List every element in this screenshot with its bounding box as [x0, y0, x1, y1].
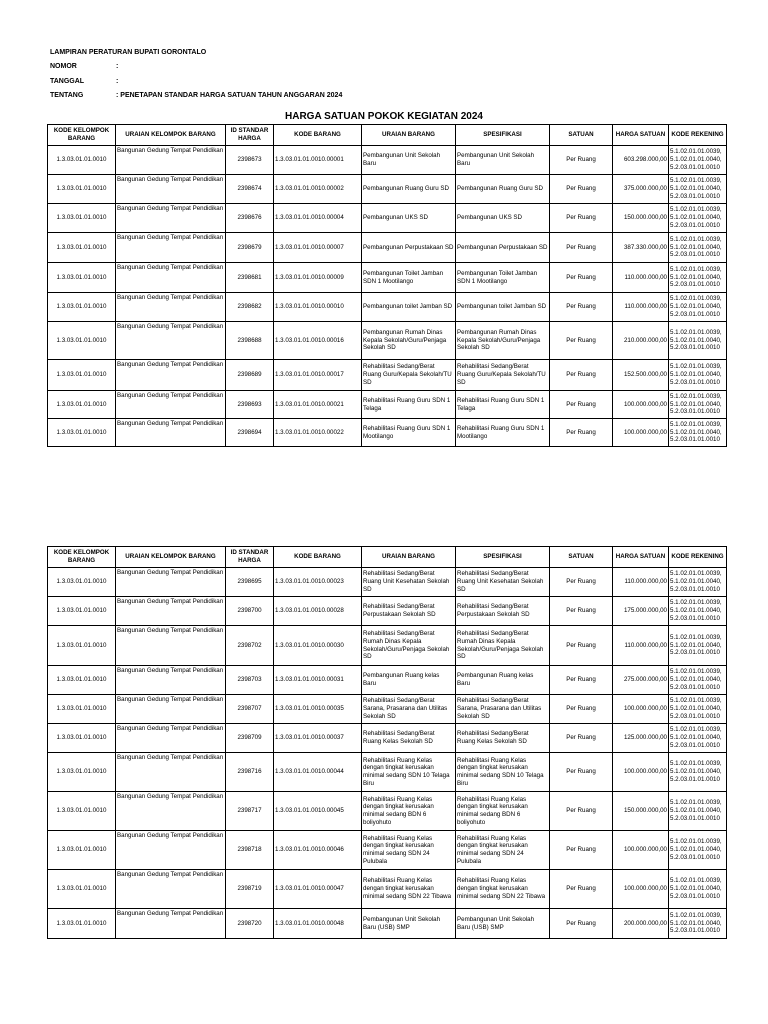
uraian-barang-cell: Pembangunan Rumah Dinas Kepala Sekolah/Guru/Penjaga Sekolah SD [362, 322, 456, 360]
kode-rekening-cell: 5.1.02.01.01.0039, 5.1.02.01.01.0040, 5.2.03.01.01.0010 [669, 263, 727, 293]
kode-barang-cell: 1.3.03.01.01.0010.00022 [274, 419, 362, 447]
uraian-barang-cell: Pembangunan Ruang Guru SD [362, 175, 456, 204]
kode-kelompok-cell: 1.3.03.01.01.0010 [48, 831, 116, 870]
kode-barang-cell: 1.3.03.01.01.0010.00016 [274, 322, 362, 360]
tentang-line [50, 89, 342, 104]
spesifikasi-cell: Rehabilitasi Sedang/Berat Sarana, Prasarana dan Utilitas Sekolah SD [456, 695, 550, 724]
kode-kelompok-cell: 1.3.03.01.01.0010 [48, 597, 116, 626]
satuan-cell: Per Ruang [550, 626, 613, 666]
tanggal-value: : [116, 77, 119, 85]
uraian-barang-cell: Rehabilitasi Ruang Kelas dengan tingkat kerusakan minimal sedang SDN 10 Telaga Biru [362, 753, 456, 792]
uraian-kelompok-cell: Bangunan Gedung Tempat Pendidikan [116, 753, 226, 792]
uraian-kelompok-cell: Bangunan Gedung Tempat Pendidikan [116, 568, 226, 597]
kode-barang-cell: 1.3.03.01.01.0010.00004 [274, 204, 362, 233]
table-row [48, 626, 727, 666]
kode-kelompok-cell: 1.3.03.01.01.0010 [48, 568, 116, 597]
col-kode-rekening: KODE REKENING [669, 547, 727, 568]
uraian-barang-cell: Rehabilitasi Ruang Kelas dengan tingkat kerusakan minimal sedang SDN 22 Tibawa [362, 870, 456, 909]
kode-barang-cell: 1.3.03.01.01.0010.00046 [274, 831, 362, 870]
harga-satuan-cell: 110.000.000,00 [613, 626, 669, 666]
kode-rekening-cell: 5.1.02.01.01.0039, 5.1.02.01.01.0040, 5.2.03.01.01.0010 [669, 870, 727, 909]
kode-barang-cell: 1.3.03.01.01.0010.00023 [274, 568, 362, 597]
price-table-1 [47, 124, 727, 447]
harga-satuan-cell: 603.298.000,00 [613, 146, 669, 175]
id-standar-cell: 2398674 [226, 175, 274, 204]
kode-barang-cell: 1.3.03.01.01.0010.00035 [274, 695, 362, 724]
col-uraian-kelompok: URAIAN KELOMPOK BARANG [116, 125, 226, 146]
spesifikasi-cell: Pembangunan Ruang Guru SD [456, 175, 550, 204]
spesifikasi-cell: Rehabilitasi Sedang/Berat Ruang Unit Kesehatan Sekolah SD [456, 568, 550, 597]
id-standar-cell: 2398689 [226, 360, 274, 391]
uraian-kelompok-cell: Bangunan Gedung Tempat Pendidikan [116, 391, 226, 419]
kode-rekening-cell: 5.1.02.01.01.0039, 5.1.02.01.01.0040, 5.2.03.01.01.0010 [669, 831, 727, 870]
col-kode-barang: KODE BARANG [274, 125, 362, 146]
spesifikasi-cell: Pembangunan Unit Sekolah Baru (USB) SMP [456, 909, 550, 939]
satuan-cell: Per Ruang [550, 724, 613, 753]
kode-barang-cell: 1.3.03.01.01.0010.00017 [274, 360, 362, 391]
harga-satuan-cell: 110.000.000,00 [613, 293, 669, 322]
nomor-line [50, 60, 342, 75]
satuan-cell: Per Ruang [550, 391, 613, 419]
kode-rekening-cell: 5.1.02.01.01.0039, 5.1.02.01.01.0040, 5.2.03.01.01.0010 [669, 753, 727, 792]
kode-barang-cell: 1.3.03.01.01.0010.00037 [274, 724, 362, 753]
satuan-cell: Per Ruang [550, 419, 613, 447]
kode-rekening-cell: 5.1.02.01.01.0039, 5.1.02.01.01.0040, 5.2.03.01.01.0010 [669, 724, 727, 753]
kode-rekening-cell: 5.1.02.01.01.0039, 5.1.02.01.01.0040, 5.2.03.01.01.0010 [669, 695, 727, 724]
table-row [48, 568, 727, 597]
kode-rekening-cell: 5.1.02.01.01.0039, 5.1.02.01.01.0040, 5.2.03.01.01.0010 [669, 666, 727, 695]
uraian-barang-cell: Rehabilitasi Sedang/Berat Ruang Kelas Sekolah SD [362, 724, 456, 753]
spesifikasi-cell: Pembangunan UKS SD [456, 204, 550, 233]
lampiran-line [50, 45, 342, 60]
kode-barang-cell: 1.3.03.01.01.0010.00031 [274, 666, 362, 695]
kode-rekening-cell: 5.1.02.01.01.0039, 5.1.02.01.01.0040, 5.2.03.01.01.0010 [669, 175, 727, 204]
satuan-cell: Per Ruang [550, 695, 613, 724]
kode-kelompok-cell: 1.3.03.01.01.0010 [48, 360, 116, 391]
tentang-value: : PENETAPAN STANDAR HARGA SATUAN TAHUN ANGGARAN 2024 [116, 92, 343, 100]
kode-kelompok-cell: 1.3.03.01.01.0010 [48, 204, 116, 233]
table-row [48, 175, 727, 204]
uraian-kelompok-cell: Bangunan Gedung Tempat Pendidikan [116, 293, 226, 322]
table-header-row [48, 547, 727, 568]
kode-kelompok-cell: 1.3.03.01.01.0010 [48, 909, 116, 939]
kode-kelompok-cell: 1.3.03.01.01.0010 [48, 626, 116, 666]
spesifikasi-cell: Pembangunan Perpustakaan SD [456, 233, 550, 263]
harga-satuan-cell: 100.000.000,00 [613, 753, 669, 792]
id-standar-cell: 2398717 [226, 792, 274, 831]
col-harga-satuan: HARGA SATUAN [613, 125, 669, 146]
satuan-cell: Per Ruang [550, 568, 613, 597]
kode-kelompok-cell: 1.3.03.01.01.0010 [48, 753, 116, 792]
table-row [48, 322, 727, 360]
table-row [48, 792, 727, 831]
table-row [48, 870, 727, 909]
uraian-kelompok-cell: Bangunan Gedung Tempat Pendidikan [116, 666, 226, 695]
uraian-barang-cell: Rehabilitasi Ruang Kelas dengan tingkat kerusakan minimal sedang SDN 24 Pulubala [362, 831, 456, 870]
spesifikasi-cell: Rehabilitasi Sedang/Berat Rumah Dinas Kepala Sekolah/Guru/Penjaga Sekolah SD [456, 626, 550, 666]
spesifikasi-cell: Rehabilitasi Ruang Kelas dengan tingkat kerusakan minimal sedang SDN 24 Pulubala [456, 831, 550, 870]
kode-kelompok-cell: 1.3.03.01.01.0010 [48, 293, 116, 322]
table-row [48, 695, 727, 724]
harga-satuan-cell: 100.000.000,00 [613, 870, 669, 909]
uraian-kelompok-cell: Bangunan Gedung Tempat Pendidikan [116, 597, 226, 626]
table-row [48, 597, 727, 626]
uraian-kelompok-cell: Bangunan Gedung Tempat Pendidikan [116, 724, 226, 753]
uraian-barang-cell: Pembangunan Ruang kelas Baru [362, 666, 456, 695]
id-standar-cell: 2398693 [226, 391, 274, 419]
kode-barang-cell: 1.3.03.01.01.0010.00021 [274, 391, 362, 419]
table-row [48, 391, 727, 419]
uraian-barang-cell: Pembangunan Unit Sekolah Baru (USB) SMP [362, 909, 456, 939]
kode-rekening-cell: 5.1.02.01.01.0039, 5.1.02.01.01.0040, 5.2.03.01.01.0010 [669, 792, 727, 831]
uraian-kelompok-cell: Bangunan Gedung Tempat Pendidikan [116, 831, 226, 870]
id-standar-cell: 2398716 [226, 753, 274, 792]
kode-rekening-cell: 5.1.02.01.01.0039, 5.1.02.01.01.0040, 5.2.03.01.01.0010 [669, 568, 727, 597]
kode-kelompok-cell: 1.3.03.01.01.0010 [48, 146, 116, 175]
kode-barang-cell: 1.3.03.01.01.0010.00001 [274, 146, 362, 175]
table-row [48, 909, 727, 939]
uraian-kelompok-cell: Bangunan Gedung Tempat Pendidikan [116, 146, 226, 175]
kode-kelompok-cell: 1.3.03.01.01.0010 [48, 870, 116, 909]
kode-rekening-cell: 5.1.02.01.01.0039, 5.1.02.01.01.0040, 5.2.03.01.01.0010 [669, 293, 727, 322]
spesifikasi-cell: Pembangunan Toilet Jamban SDN 1 Mootilango [456, 263, 550, 293]
satuan-cell: Per Ruang [550, 293, 613, 322]
uraian-kelompok-cell: Bangunan Gedung Tempat Pendidikan [116, 792, 226, 831]
kode-rekening-cell: 5.1.02.01.01.0039, 5.1.02.01.01.0040, 5.2.03.01.01.0010 [669, 322, 727, 360]
satuan-cell: Per Ruang [550, 597, 613, 626]
kode-rekening-cell: 5.1.02.01.01.0039, 5.1.02.01.01.0040, 5.2.03.01.01.0010 [669, 909, 727, 939]
table-row [48, 204, 727, 233]
kode-rekening-cell: 5.1.02.01.01.0039, 5.1.02.01.01.0040, 5.2.03.01.01.0010 [669, 391, 727, 419]
uraian-kelompok-cell: Bangunan Gedung Tempat Pendidikan [116, 870, 226, 909]
uraian-barang-cell: Pembangunan Toilet Jamban SDN 1 Mootilango [362, 263, 456, 293]
col-satuan: SATUAN [550, 125, 613, 146]
col-kode-kelompok: KODE KELOMPOK BARANG [48, 125, 116, 146]
uraian-barang-cell: Rehabilitasi Sedang/Berat Ruang Unit Kesehatan Sekolah SD [362, 568, 456, 597]
id-standar-cell: 2398694 [226, 419, 274, 447]
kode-kelompok-cell: 1.3.03.01.01.0010 [48, 233, 116, 263]
harga-satuan-cell: 100.000.000,00 [613, 391, 669, 419]
id-standar-cell: 2398673 [226, 146, 274, 175]
satuan-cell: Per Ruang [550, 146, 613, 175]
kode-kelompok-cell: 1.3.03.01.01.0010 [48, 391, 116, 419]
uraian-barang-cell: Rehabilitasi Ruang Guru SDN 1 Mootilango [362, 419, 456, 447]
satuan-cell: Per Ruang [550, 322, 613, 360]
satuan-cell: Per Ruang [550, 870, 613, 909]
id-standar-cell: 2398682 [226, 293, 274, 322]
table-header-row [48, 125, 727, 146]
col-uraian-barang: URAIAN BARANG [362, 125, 456, 146]
harga-satuan-cell: 152.500.000,00 [613, 360, 669, 391]
harga-satuan-cell: 100.000.000,00 [613, 419, 669, 447]
satuan-cell: Per Ruang [550, 175, 613, 204]
kode-kelompok-cell: 1.3.03.01.01.0010 [48, 175, 116, 204]
table-row [48, 360, 727, 391]
id-standar-cell: 2398676 [226, 204, 274, 233]
uraian-barang-cell: Rehabilitasi Ruang Kelas dengan tingkat kerusakan minimal sedang BDN 6 boliyohuto [362, 792, 456, 831]
uraian-barang-cell: Pembangunan Perpustakaan SD [362, 233, 456, 263]
satuan-cell: Per Ruang [550, 666, 613, 695]
harga-satuan-cell: 210.000.000,00 [613, 322, 669, 360]
col-spesifikasi: SPESIFIKASI [456, 125, 550, 146]
col-kode-barang: KODE BARANG [274, 547, 362, 568]
kode-rekening-cell: 5.1.02.01.01.0039, 5.1.02.01.01.0040, 5.2.03.01.01.0010 [669, 626, 727, 666]
kode-rekening-cell: 5.1.02.01.01.0039, 5.1.02.01.01.0040, 5.2.03.01.01.0010 [669, 146, 727, 175]
kode-kelompok-cell: 1.3.03.01.01.0010 [48, 695, 116, 724]
satuan-cell: Per Ruang [550, 792, 613, 831]
id-standar-cell: 2398679 [226, 233, 274, 263]
table-row [48, 419, 727, 447]
uraian-barang-cell: Rehabilitasi Ruang Guru SDN 1 Telaga [362, 391, 456, 419]
col-satuan: SATUAN [550, 547, 613, 568]
id-standar-cell: 2398707 [226, 695, 274, 724]
uraian-barang-cell: Rehabilitasi Sedang/Berat Ruang Guru/Kepala Sekolah/TU SD [362, 360, 456, 391]
kode-barang-cell: 1.3.03.01.01.0010.00028 [274, 597, 362, 626]
price-table-2 [47, 546, 727, 939]
nomor-label: NOMOR [50, 63, 77, 71]
uraian-barang-cell: Rehabilitasi Sedang/Berat Rumah Dinas Kepala Sekolah/Guru/Penjaga Sekolah SD [362, 626, 456, 666]
spesifikasi-cell: Pembangunan Rumah Dinas Kepala Sekolah/Guru/Penjaga Sekolah SD [456, 322, 550, 360]
uraian-barang-cell: Pembangunan Unit Sekolah Baru [362, 146, 456, 175]
col-id-standar: ID STANDAR HARGA [226, 547, 274, 568]
table-row [48, 233, 727, 263]
spesifikasi-cell: Rehabilitasi Ruang Kelas dengan tingkat kerusakan minimal sedang BDN 6 boliyohuto [456, 792, 550, 831]
spesifikasi-cell: Pembangunan toilet Jamban SD [456, 293, 550, 322]
table-row [48, 831, 727, 870]
id-standar-cell: 2398681 [226, 263, 274, 293]
kode-kelompok-cell: 1.3.03.01.01.0010 [48, 666, 116, 695]
uraian-kelompok-cell: Bangunan Gedung Tempat Pendidikan [116, 909, 226, 939]
kode-barang-cell: 1.3.03.01.01.0010.00047 [274, 870, 362, 909]
satuan-cell: Per Ruang [550, 831, 613, 870]
id-standar-cell: 2398700 [226, 597, 274, 626]
kode-barang-cell: 1.3.03.01.01.0010.00007 [274, 233, 362, 263]
document-header [50, 45, 342, 103]
kode-kelompok-cell: 1.3.03.01.01.0010 [48, 724, 116, 753]
kode-barang-cell: 1.3.03.01.01.0010.00048 [274, 909, 362, 939]
document-title: HARGA SATUAN POKOK KEGIATAN 2024 [285, 111, 483, 122]
col-spesifikasi: SPESIFIKASI [456, 547, 550, 568]
table-row [48, 146, 727, 175]
harga-satuan-cell: 125.000.000,00 [613, 724, 669, 753]
kode-barang-cell: 1.3.03.01.01.0010.00010 [274, 293, 362, 322]
harga-satuan-cell: 175.000.000,00 [613, 597, 669, 626]
satuan-cell: Per Ruang [550, 753, 613, 792]
spesifikasi-cell: Rehabilitasi Ruang Guru SDN 1 Telaga [456, 391, 550, 419]
uraian-barang-cell: Pembangunan UKS SD [362, 204, 456, 233]
table-row [48, 666, 727, 695]
uraian-kelompok-cell: Bangunan Gedung Tempat Pendidikan [116, 695, 226, 724]
spesifikasi-cell: Rehabilitasi Ruang Guru SDN 1 Mootilango [456, 419, 550, 447]
kode-rekening-cell: 5.1.02.01.01.0039, 5.1.02.01.01.0040, 5.2.03.01.01.0010 [669, 233, 727, 263]
tanggal-line [50, 74, 342, 89]
kode-kelompok-cell: 1.3.03.01.01.0010 [48, 419, 116, 447]
harga-satuan-cell: 110.000.000,00 [613, 568, 669, 597]
col-uraian-kelompok: URAIAN KELOMPOK BARANG [116, 547, 226, 568]
id-standar-cell: 2398688 [226, 322, 274, 360]
satuan-cell: Per Ruang [550, 233, 613, 263]
kode-barang-cell: 1.3.03.01.01.0010.00044 [274, 753, 362, 792]
harga-satuan-cell: 275.000.000,00 [613, 666, 669, 695]
uraian-barang-cell: Pembangunan toilet Jamban SD [362, 293, 456, 322]
harga-satuan-cell: 375.000.000,00 [613, 175, 669, 204]
uraian-barang-cell: Rehabilitasi Sedang/Berat Sarana, Prasarana dan Utilitas Sekolah SD [362, 695, 456, 724]
spesifikasi-cell: Rehabilitasi Ruang Kelas dengan tingkat kerusakan minimal sedang SDN 22 Tibawa [456, 870, 550, 909]
tanggal-label: TANGGAL [50, 77, 85, 85]
id-standar-cell: 2398695 [226, 568, 274, 597]
col-uraian-barang: URAIAN BARANG [362, 547, 456, 568]
satuan-cell: Per Ruang [550, 263, 613, 293]
id-standar-cell: 2398703 [226, 666, 274, 695]
table-row [48, 263, 727, 293]
harga-satuan-cell: 150.000.000,00 [613, 204, 669, 233]
spesifikasi-cell: Rehabilitasi Sedang/Berat Ruang Kelas Sekolah SD [456, 724, 550, 753]
id-standar-cell: 2398720 [226, 909, 274, 939]
kode-barang-cell: 1.3.03.01.01.0010.00002 [274, 175, 362, 204]
uraian-kelompok-cell: Bangunan Gedung Tempat Pendidikan [116, 263, 226, 293]
harga-satuan-cell: 100.000.000,00 [613, 831, 669, 870]
satuan-cell: Per Ruang [550, 204, 613, 233]
id-standar-cell: 2398709 [226, 724, 274, 753]
spesifikasi-cell: Pembangunan Ruang kelas Baru [456, 666, 550, 695]
spesifikasi-cell: Rehabilitasi Sedang/Berat Ruang Guru/Kepala Sekolah/TU SD [456, 360, 550, 391]
kode-kelompok-cell: 1.3.03.01.01.0010 [48, 263, 116, 293]
col-id-standar: ID STANDAR HARGA [226, 125, 274, 146]
kode-barang-cell: 1.3.03.01.01.0010.00045 [274, 792, 362, 831]
col-kode-rekening: KODE REKENING [669, 125, 727, 146]
uraian-kelompok-cell: Bangunan Gedung Tempat Pendidikan [116, 233, 226, 263]
harga-satuan-cell: 387.330.000,00 [613, 233, 669, 263]
col-kode-kelompok: KODE KELOMPOK BARANG [48, 547, 116, 568]
harga-satuan-cell: 100.000.000,00 [613, 695, 669, 724]
table-row [48, 724, 727, 753]
spesifikasi-cell: Pembangunan Unit Sekolah Baru [456, 146, 550, 175]
kode-rekening-cell: 5.1.02.01.01.0039, 5.1.02.01.01.0040, 5.2.03.01.01.0010 [669, 597, 727, 626]
kode-rekening-cell: 5.1.02.01.01.0039, 5.1.02.01.01.0040, 5.2.03.01.01.0010 [669, 204, 727, 233]
id-standar-cell: 2398719 [226, 870, 274, 909]
id-standar-cell: 2398718 [226, 831, 274, 870]
id-standar-cell: 2398702 [226, 626, 274, 666]
lampiran-text: LAMPIRAN PERATURAN BUPATI GORONTALO [50, 48, 207, 56]
table-row [48, 293, 727, 322]
table-row [48, 753, 727, 792]
kode-barang-cell: 1.3.03.01.01.0010.00030 [274, 626, 362, 666]
kode-barang-cell: 1.3.03.01.01.0010.00009 [274, 263, 362, 293]
satuan-cell: Per Ruang [550, 909, 613, 939]
uraian-barang-cell: Rehabilitasi Sedang/Berat Perpustakaan Sekolah SD [362, 597, 456, 626]
uraian-kelompok-cell: Bangunan Gedung Tempat Pendidikan [116, 360, 226, 391]
uraian-kelompok-cell: Bangunan Gedung Tempat Pendidikan [116, 204, 226, 233]
uraian-kelompok-cell: Bangunan Gedung Tempat Pendidikan [116, 322, 226, 360]
harga-satuan-cell: 150.000.000,00 [613, 792, 669, 831]
kode-rekening-cell: 5.1.02.01.01.0039, 5.1.02.01.01.0040, 5.2.03.01.01.0010 [669, 360, 727, 391]
col-harga-satuan: HARGA SATUAN [613, 547, 669, 568]
kode-kelompok-cell: 1.3.03.01.01.0010 [48, 792, 116, 831]
tentang-label: TENTANG [50, 92, 84, 100]
uraian-kelompok-cell: Bangunan Gedung Tempat Pendidikan [116, 419, 226, 447]
uraian-kelompok-cell: Bangunan Gedung Tempat Pendidikan [116, 175, 226, 204]
uraian-kelompok-cell: Bangunan Gedung Tempat Pendidikan [116, 626, 226, 666]
nomor-value: : [116, 63, 119, 71]
harga-satuan-cell: 110.000.000,00 [613, 263, 669, 293]
satuan-cell: Per Ruang [550, 360, 613, 391]
spesifikasi-cell: Rehabilitasi Sedang/Berat Perpustakaan Sekolah SD [456, 597, 550, 626]
kode-rekening-cell: 5.1.02.01.01.0039, 5.1.02.01.01.0040, 5.2.03.01.01.0010 [669, 419, 727, 447]
harga-satuan-cell: 200.000.000,00 [613, 909, 669, 939]
kode-kelompok-cell: 1.3.03.01.01.0010 [48, 322, 116, 360]
spesifikasi-cell: Rehabilitasi Ruang Kelas dengan tingkat kerusakan minimal sedang SDN 10 Telaga Biru [456, 753, 550, 792]
